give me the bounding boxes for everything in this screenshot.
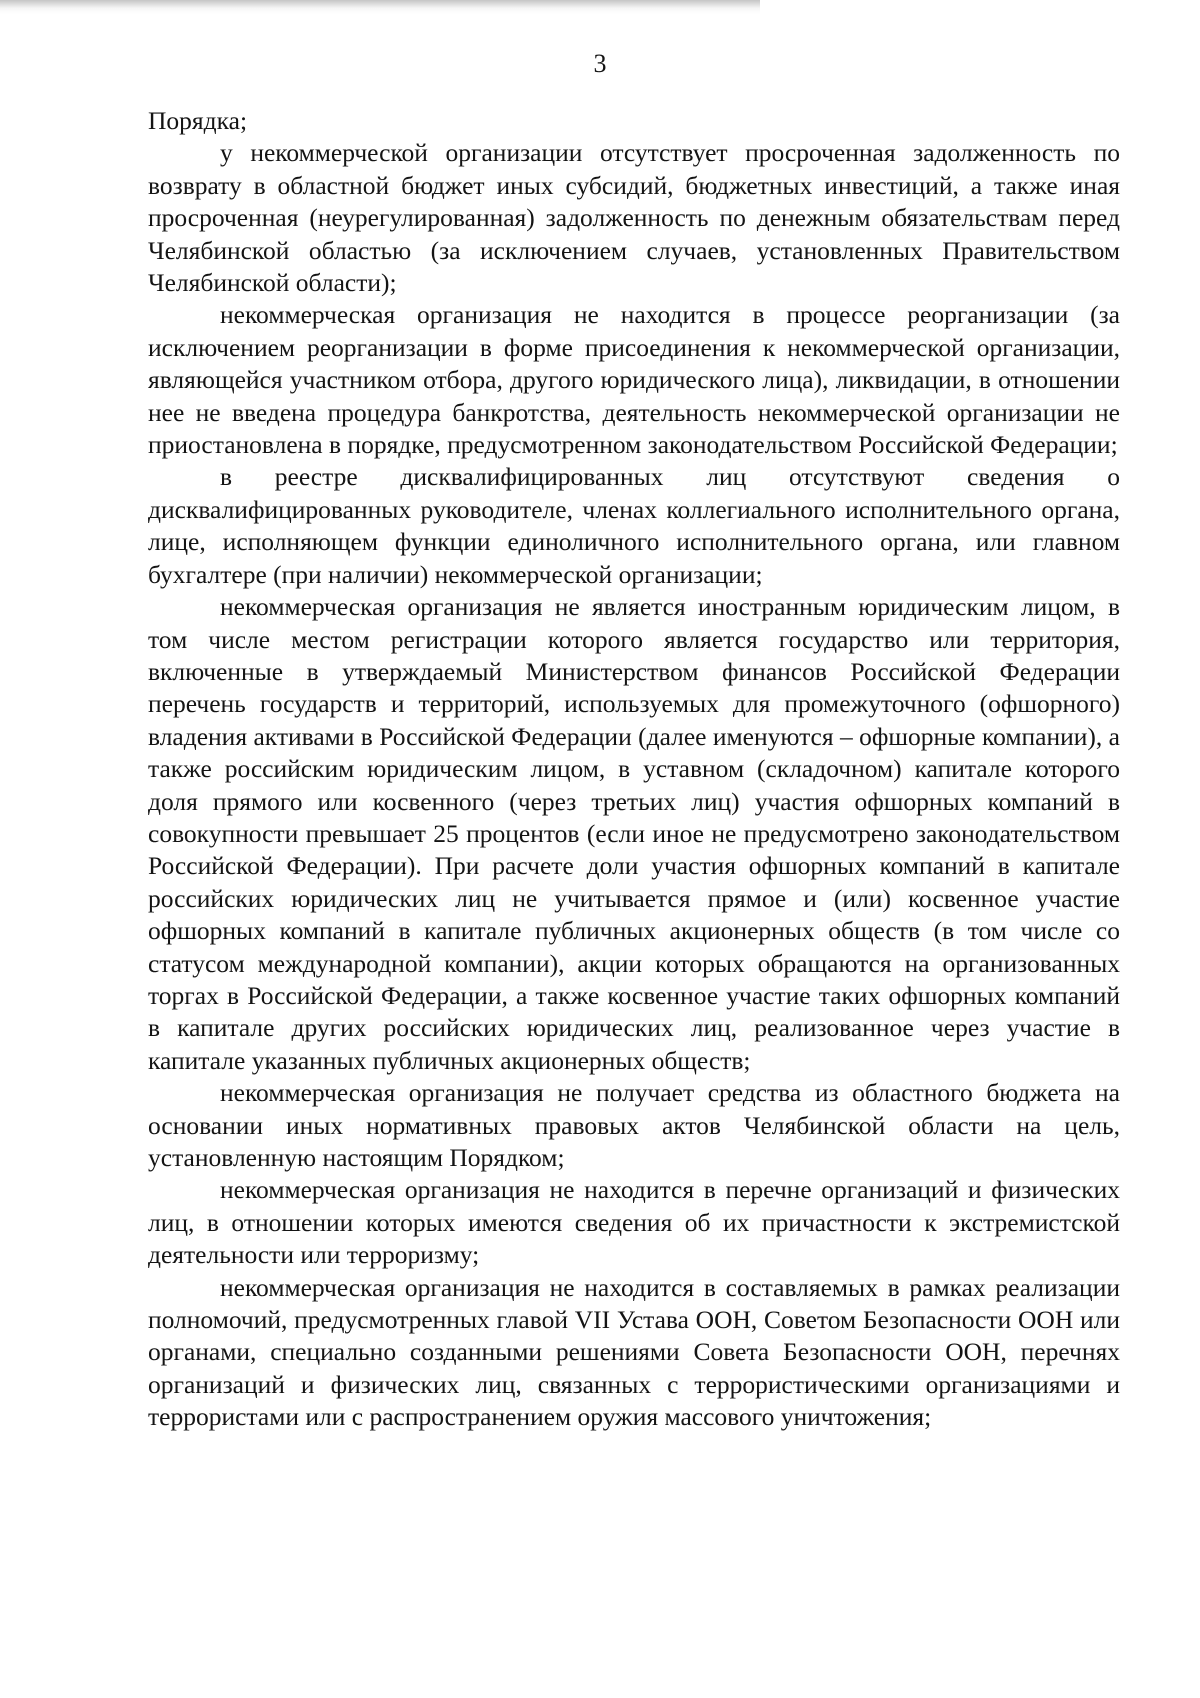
paragraph-un-sanctions-condition: некоммерческая организация не находится в составляемых в рамках реализации полномочий, предусмотренных главой VII Устава ООН, Советом Безопасности ООН или органами, специально созданными решениями Совета Безопасности ООН, перечнях организаций и физических лиц, связанных с террористическими организациями и террористами или с распространением оружия массового уничтожения; bbox=[148, 1272, 1120, 1432]
paragraph-debt-condition: у некоммерческой организации отсутствует просроченная задолженность по возврату в областной бюджет иных субсидий, бюджетных инвестиций, а также иная просроченная (неурегулированная) задолженность по денежным обязательствам перед Челябинской областью (за исключением случаев, установленных Правительством Челябинской области); bbox=[148, 138, 1120, 298]
scan-edge-shadow bbox=[0, 0, 760, 14]
page-number: 3 bbox=[593, 49, 607, 78]
paragraph-extremism-list-condition: некоммерческая организация не находится в перечне организаций и физических лиц, в отношении которых имеются сведения об их причастности к экстремистской деятельности или терроризму; bbox=[148, 1175, 1120, 1270]
document-body bbox=[148, 105, 1120, 1434]
paragraph-offshore-condition: некоммерческая организация не является иностранным юридическим лицом, в том числе местом регистрации которого является государство или территория, включенные в утверждаемый Министерством финансов Российской Федерации перечень государств и территорий, используемых для промежуточного (офшорного) владения активами в Российской Федерации (далее именуются – офшорные компании), а также российским юридическим лицом, в уставном (складочном) капитале которого доля прямого или косвенного (через третьих лиц) участия офшорных компаний в совокупности превышает 25 процентов (если иное не предусмотрено законодательством Российской Федерации). При расчете доли участия офшорных компаний в капитале российских юридических лиц не учитывается прямое и (или) косвенное участие офшорных компаний в капитале публичных акционерных обществ (в том числе со статусом международной компании), акции которых обращаются на организованных торгах в Российской Федерации, а также косвенное участие таких офшорных компаний в капитале других российских юридических лиц, реализованное через участие в капитале указанных публичных акционерных обществ; bbox=[148, 592, 1120, 1075]
paragraph-reorganization-condition: некоммерческая организация не находится в процессе реорганизации (за исключением реорганизации в форме присоединения к некоммерческой организации, являющейся участником отбора, другого юридического лица), ликвидации, в отношении нее не введена процедура банкротства, деятельность некоммерческой организации не приостановлена в порядке, предусмотренном законодательством Российской Федерации; bbox=[148, 300, 1120, 460]
paragraph-budget-funds-condition: некоммерческая организация не получает средства из областного бюджета на основании иных нормативных правовых актов Челябинской области на цель, установленную настоящим Порядком; bbox=[148, 1078, 1120, 1172]
paragraph-disqualified-persons-condition: в реестре дисквалифицированных лиц отсутствуют сведения о дисквалифицированных руководителе, членах коллегиального исполнительного органа, лице, исполняющем функции единоличного исполнительного органа, или главном бухгалтере (при наличии) некоммерческой организации; bbox=[148, 462, 1120, 589]
paragraph-continuation: Порядка; bbox=[148, 106, 248, 135]
